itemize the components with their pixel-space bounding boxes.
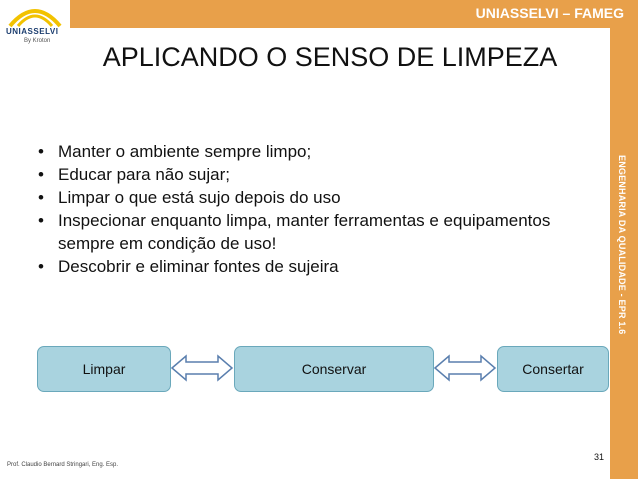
page-number: 31 <box>594 452 605 462</box>
institution-title: UNIASSELVI – FAMEG <box>475 5 624 21</box>
bullet-item: • Educar para não sujar; <box>36 163 596 186</box>
flow-step-consertar: Consertar <box>497 346 609 392</box>
flow-step-conservar: Conservar <box>234 346 434 392</box>
logo-tagline: By Kroton <box>24 38 51 44</box>
double-arrow-icon <box>170 353 234 383</box>
logo-name: UNIASSELVI <box>6 27 59 36</box>
bullet-item: • Inspecionar enquanto limpa, manter ferramentas e equipamentos sempre em condição de uso! <box>36 209 596 255</box>
footer-author: Prof. Claudio Bernard Stringari, Eng. Esp. <box>7 462 119 468</box>
flow-step-limpar: Limpar <box>37 346 171 392</box>
slide-title: APLICANDO O SENSO DE LIMPEZA <box>102 42 558 72</box>
bullet-item: • Manter o ambiente sempre limpo; <box>36 140 596 163</box>
logo <box>0 0 70 50</box>
bullet-item: • Descobrir e eliminar fontes de sujeira <box>36 255 596 278</box>
logo-arcs-icon <box>6 2 64 28</box>
bullet-list <box>36 140 596 278</box>
course-label: ENGENHARIA DA QUALIDADE - EPR 1.6 <box>617 155 627 335</box>
header-band <box>0 0 638 28</box>
bullet-item: • Limpar o que está sujo depois do uso <box>36 186 596 209</box>
double-arrow-icon <box>433 353 497 383</box>
